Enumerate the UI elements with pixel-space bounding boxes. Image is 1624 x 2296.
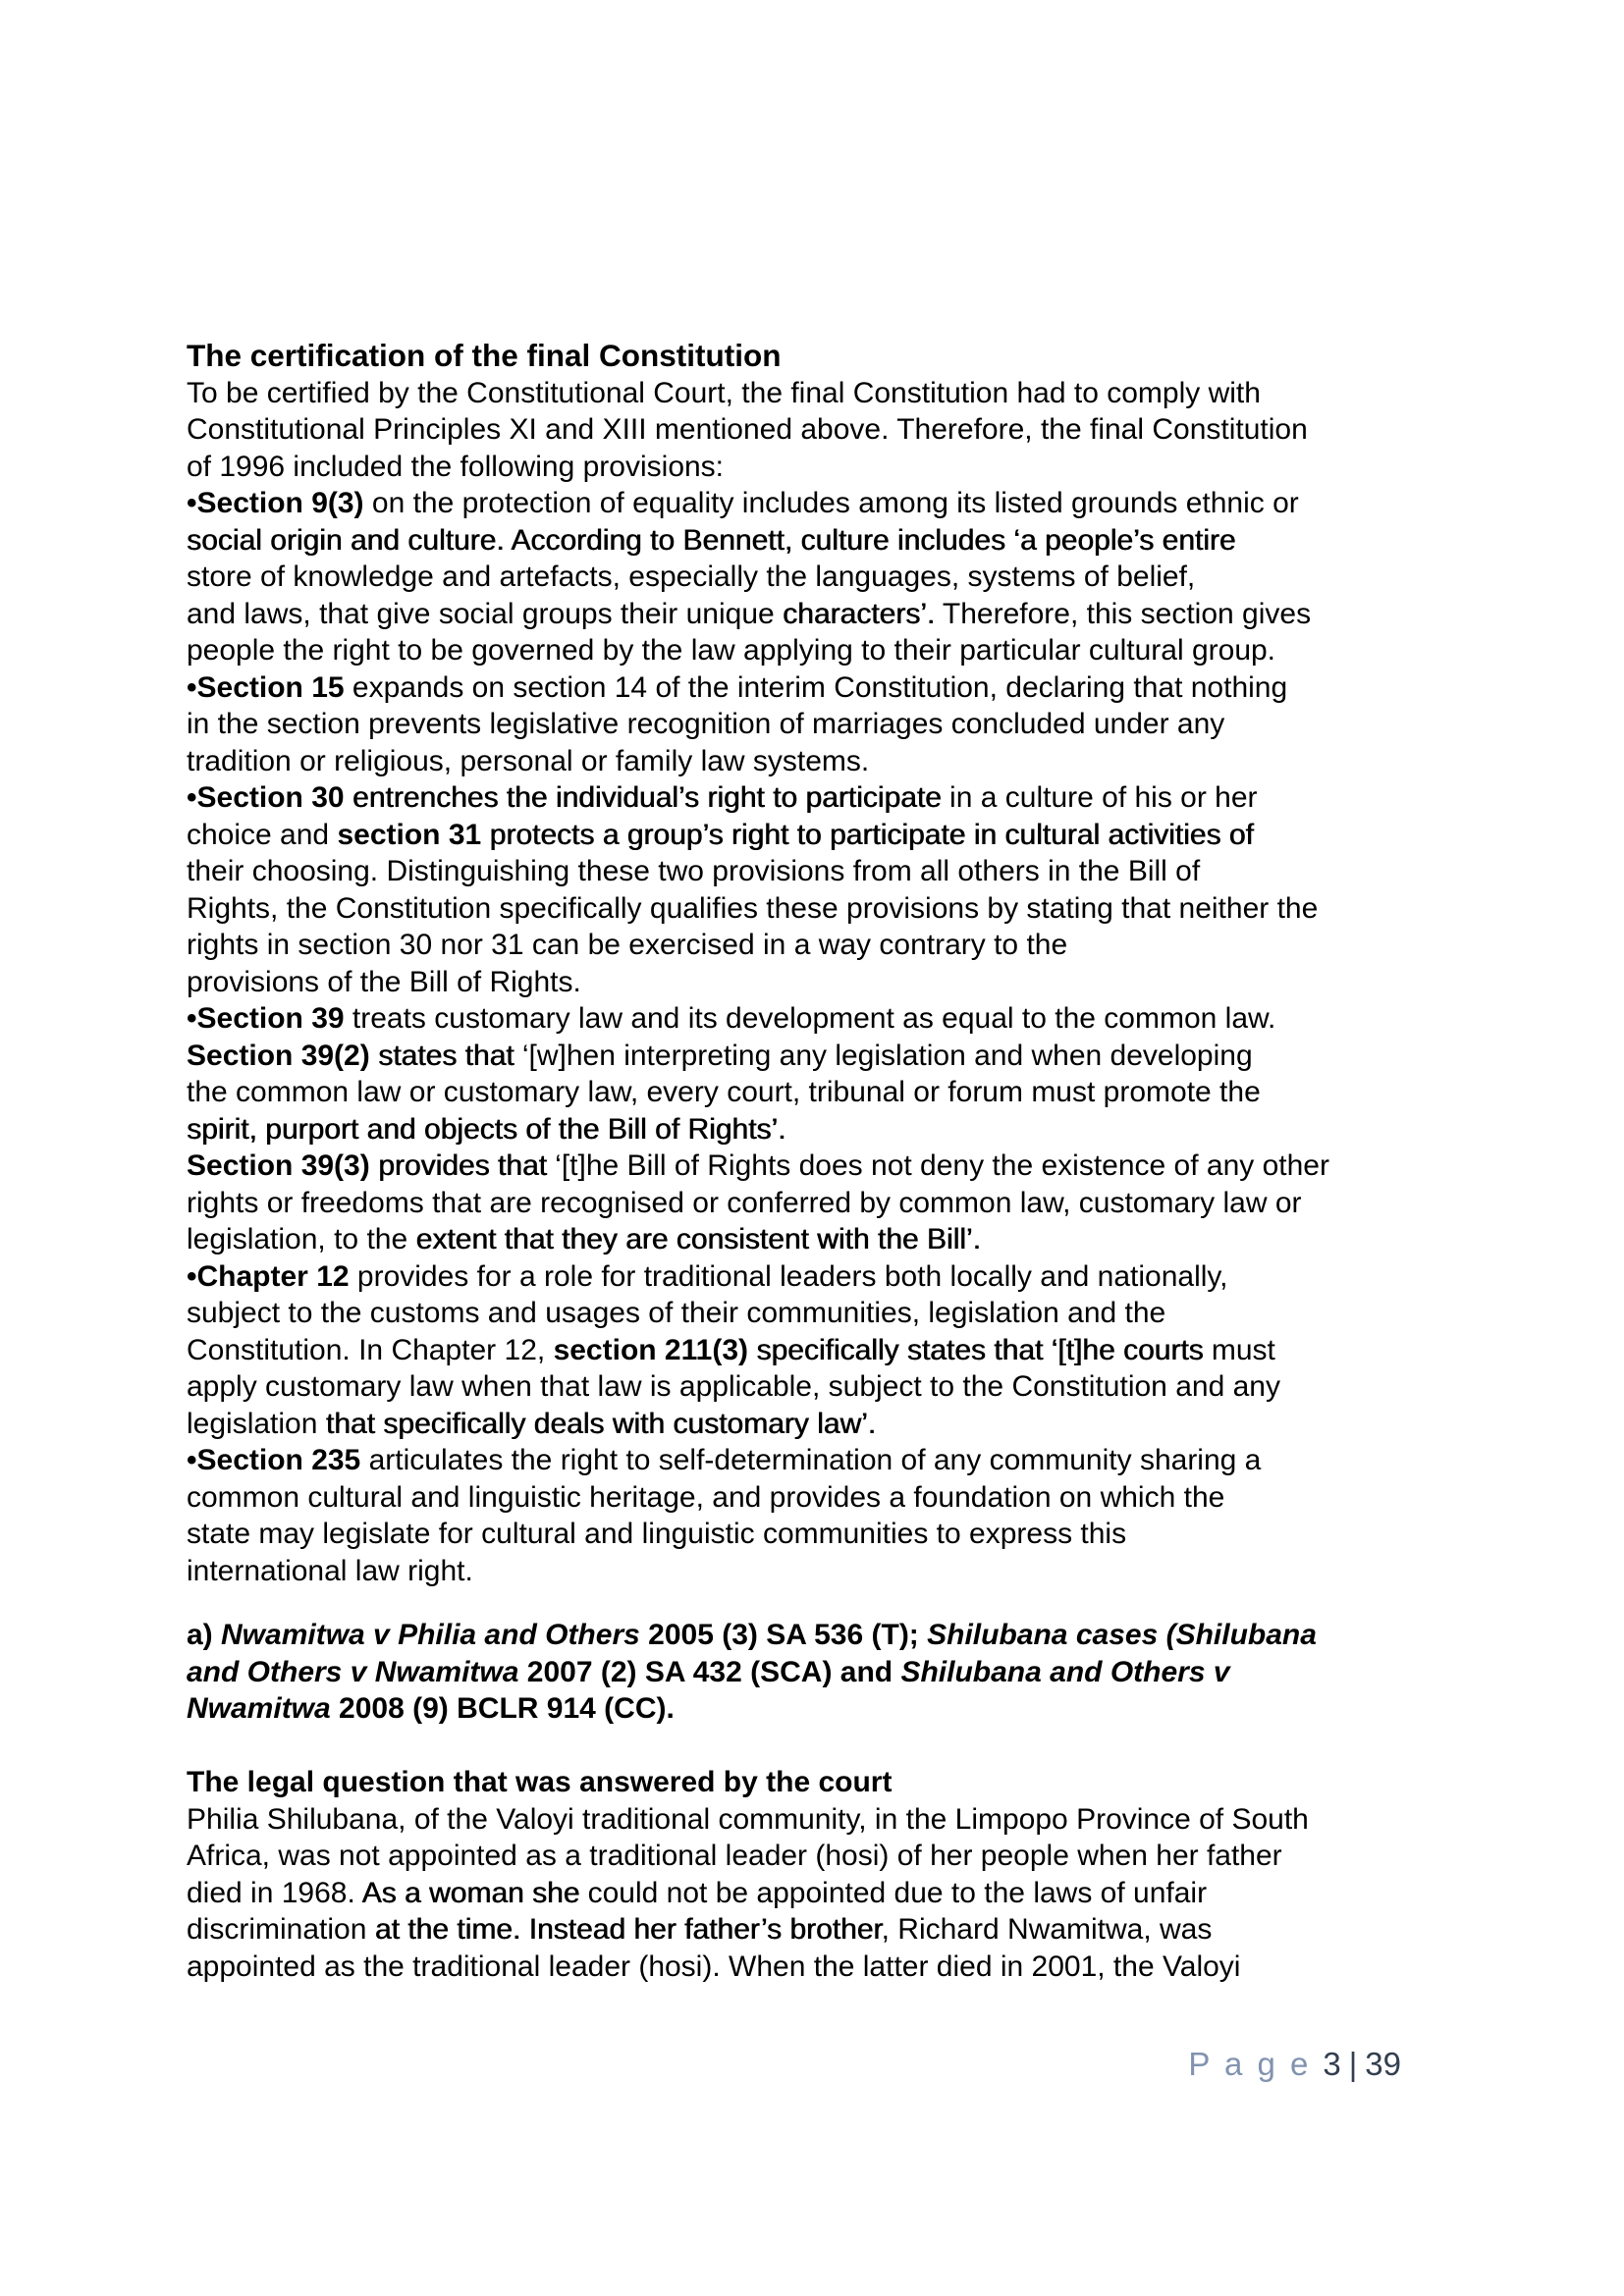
text-run: people the right to be governed by the law applying to their particular cultural group. [187, 634, 1276, 667]
text-line [187, 1406, 1463, 1443]
text-run: treats customary law and its development as equal to the common law. [344, 1002, 1276, 1035]
text-run: the common law or customary law, every court, tribunal or forum must promote the [187, 1076, 1261, 1108]
text-line [187, 964, 1463, 1001]
text-line [187, 1442, 1463, 1479]
text-run: Shilubana cases (Shilubana [927, 1619, 1317, 1651]
text-line [187, 1074, 1463, 1111]
text-run: , Richard Nwamitwa, was [881, 1913, 1213, 1946]
text-line [187, 485, 1463, 522]
text-run: 2005 (3) SA 536 (T); [639, 1619, 928, 1651]
text-line [187, 1764, 1463, 1801]
text-line [187, 1111, 1463, 1148]
text-run: at the time. [374, 1913, 521, 1946]
text-run: protects a group’s right to participate in cultural activities of [481, 818, 1254, 851]
text-run: and laws, that give social groups their unique [187, 597, 784, 630]
text-run: of 1996 included the following provisions: [187, 450, 725, 483]
text-run: on the protection of equality includes among its listed grounds ethnic or [363, 487, 1299, 519]
text-line [187, 743, 1463, 780]
text-line [187, 1690, 1463, 1728]
text-run: appointed as the traditional leader (hosi). When the latter died in 2001, the Valoyi [187, 1949, 1241, 1983]
text-line [187, 632, 1463, 669]
text-line [187, 706, 1463, 743]
text-run: spirit, purport and objects of the Bill of Rights’. [187, 1112, 786, 1146]
text-run: •Section 235 [187, 1444, 361, 1476]
page-footer [1153, 2005, 1401, 2123]
text-run: rights in section 30 nor 31 can be exercised in a way contrary to the [187, 929, 1068, 961]
text-line [187, 1875, 1463, 1912]
text-line [187, 338, 1463, 375]
text-run: legislation, to the [187, 1223, 416, 1255]
text-line [187, 1654, 1463, 1691]
text-run: Shilubana and Others v [900, 1655, 1230, 1688]
text-run: Rights, the Constitution specifically qualifies these provisions by stating that neither the [187, 891, 1319, 925]
text-run: apply customary law when that law is applicable, subject to the Constitution and any [187, 1370, 1280, 1403]
blank-line [187, 1728, 1463, 1765]
text-run: subject to the customs and usages of their communities, legislation and the [187, 1297, 1166, 1329]
text-run: specifically states that ‘[t]he courts [748, 1333, 1204, 1366]
text-run: section 211(3) [553, 1333, 748, 1366]
text-run: in the section prevents legislative recognition of marriages concluded under any [187, 708, 1225, 740]
text-run: store of knowledge and artefacts, especially the languages, systems of belief, [187, 561, 1196, 593]
footer-total-pages: 39 [1365, 2046, 1401, 2082]
text-run: extent that they are consistent with the Bill’. [415, 1223, 981, 1255]
text-line [187, 1949, 1463, 1986]
text-line [187, 596, 1463, 633]
text-run: choice and [187, 818, 338, 851]
text-run: Constitutional Principles XI and XIII mentioned above. Therefore, the final Constitution [187, 413, 1308, 446]
text-run: entrenches the individual’s right to participate [344, 781, 942, 814]
text-run: states that [369, 1039, 514, 1072]
text-line [187, 1617, 1463, 1654]
text-run: •Section 39 [187, 1002, 345, 1035]
text-run: •Section 9(3) [187, 487, 364, 519]
text-run: Nwamitwa v Philia and Others [221, 1619, 640, 1651]
text-run: and Others v Nwamitwa [187, 1655, 519, 1688]
text-line [187, 1332, 1463, 1369]
text-run: discrimination [187, 1913, 375, 1946]
text-line [187, 1038, 1463, 1075]
text-run: provisions of the Bill of Rights. [187, 965, 581, 998]
text-run: Section 39(3) [187, 1149, 370, 1182]
text-line [187, 1000, 1463, 1038]
text-run: state may legislate for cultural and linguistic communities to express this [187, 1518, 1127, 1550]
text-run: 2008 (9) BCLR 914 (CC). [330, 1692, 675, 1725]
text-run: Constitution. In Chapter 12, [187, 1333, 554, 1366]
text-run: •Section 15 [187, 670, 345, 704]
text-run: could not be appointed due to the laws of unfair [579, 1876, 1208, 1909]
text-line [187, 890, 1463, 928]
text-run: ‘[w]hen interpreting any legislation and when developing [514, 1039, 1253, 1072]
text-run: To be certified by the Constitutional Court, the final Constitution had to comply with [187, 376, 1261, 409]
text-run: 2007 (2) SA 432 (SCA) and [518, 1655, 901, 1688]
text-line [187, 927, 1463, 964]
text-run: provides that [369, 1149, 547, 1182]
text-line [187, 1221, 1463, 1258]
text-line [187, 1295, 1463, 1332]
text-line [187, 1148, 1463, 1185]
text-run: legislation [187, 1407, 326, 1440]
footer-page-label: P a g e [1188, 2046, 1312, 2082]
text-run: a) [187, 1619, 222, 1651]
text-line [187, 669, 1463, 707]
text-line [187, 1516, 1463, 1553]
text-run: section 31 [337, 818, 482, 851]
text-run: Therefore, this section gives [935, 597, 1312, 630]
document-body [187, 338, 1463, 1985]
text-line [187, 449, 1463, 486]
text-run: social origin and culture. According to Bennett, culture includes ‘a people’s entire [187, 523, 1236, 557]
text-line [187, 1553, 1463, 1590]
text-run: must [1203, 1333, 1275, 1366]
text-line [187, 1838, 1463, 1875]
footer-separator: | [1348, 2046, 1358, 2082]
text-line [187, 522, 1463, 560]
text-line [187, 1911, 1463, 1949]
text-run: The legal question that was answered by the court [187, 1766, 893, 1798]
text-run: ‘[t]he Bill of Rights does not deny the existence of any other [546, 1149, 1329, 1182]
blank-line [187, 1589, 1463, 1617]
text-run: their choosing. Distinguishing these two provisions from all others in the Bill of [187, 855, 1201, 887]
text-run: tradition or religious, personal or family law systems. [187, 744, 870, 777]
text-line [187, 1368, 1463, 1406]
text-run: •Section 30 [187, 781, 345, 814]
text-run: international law right. [187, 1554, 473, 1587]
text-line [187, 1258, 1463, 1296]
text-run: Section 39(2) [187, 1039, 370, 1072]
text-line [187, 375, 1463, 412]
text-line [187, 411, 1463, 449]
text-run: died in 1968. [187, 1876, 362, 1909]
text-line [187, 817, 1463, 854]
text-run: Instead her father’s brother [528, 1913, 882, 1946]
text-run: in a culture of his or her [941, 781, 1258, 814]
text-run: that specifically deals with customary law’. [325, 1407, 876, 1440]
text-run: common cultural and linguistic heritage, and provides a foundation on which the [187, 1480, 1225, 1514]
text-line [187, 1185, 1463, 1222]
text-run: characters’. [783, 597, 936, 630]
text-line [187, 779, 1463, 817]
text-run: rights or freedoms that are recognised or conferred by common law, customary law or [187, 1186, 1302, 1219]
text-run: articulates the right to self-determination of any community sharing a [360, 1444, 1262, 1476]
text-line [187, 559, 1463, 596]
footer-page-number: 3 [1323, 2046, 1341, 2082]
text-run: provides for a role for traditional leaders both locally and nationally, [349, 1259, 1228, 1293]
text-line [187, 1479, 1463, 1517]
text-run: Nwamitwa [187, 1692, 331, 1725]
text-run: Philia Shilubana, of the Valoyi traditional community, in the Limpopo Province of South [187, 1802, 1309, 1836]
text-run: The certification of the final Constitution [187, 338, 782, 373]
text-run: •Chapter 12 [187, 1259, 350, 1293]
text-run: Africa, was not appointed as a traditional leader (hosi) of her people when her father [187, 1840, 1282, 1872]
text-line [187, 853, 1463, 890]
text-run: expands on section 14 of the interim Constitution, declaring that nothing [344, 670, 1288, 704]
text-line [187, 1801, 1463, 1839]
text-run: As a woman she [361, 1876, 580, 1909]
